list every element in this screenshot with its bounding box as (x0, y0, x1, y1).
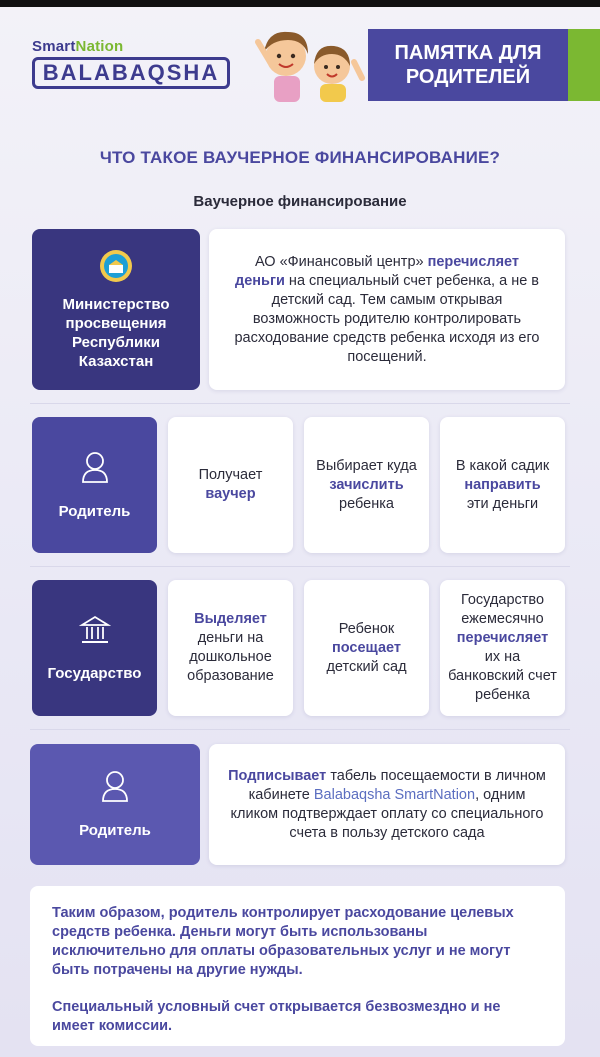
actor-state (32, 580, 157, 716)
government-building-icon (79, 614, 111, 646)
actor-ministry (32, 229, 200, 390)
divider (30, 566, 570, 567)
divider (30, 403, 570, 404)
logo (32, 38, 232, 90)
actor-parent-signs-label: Родитель (79, 822, 151, 839)
logo-smart: Smart (32, 38, 76, 55)
commission-note: Специальный условный счет открывается безвозмездно и не имеет комиссии. (52, 999, 501, 1034)
banner-accent (568, 29, 600, 101)
logo-main: BALABAQSHA (32, 57, 230, 89)
page-title: ЧТО ТАКОЕ ВАУЧЕРНОЕ ФИНАНСИРОВАНИЕ? (99, 148, 501, 167)
kids-illustration (248, 22, 368, 102)
logo-nation: Nation (75, 38, 124, 55)
person-icon (100, 769, 130, 803)
actor-parent-label: Родитель (58, 502, 131, 520)
section-subtitle: Ваучерное финансирование (193, 193, 407, 210)
step-chooses-enrollment: Выбирает куда зачислить ребенка (304, 417, 429, 553)
banner-line1: ПАМЯТКА ДЛЯ (394, 42, 542, 64)
step-monthly-transfer: Государство ежемесячно перечисляет их на банковский счет ребенка (440, 580, 565, 716)
ministry-emblem-icon (99, 249, 133, 283)
ministry-description-card: АО «Финансовый центр» перечисляет деньги на специальный счет ребенка, а не в детский сад. Тем самым открывая возможность родителю контролировать расходование средств ребенка исходя из его посещений. (209, 229, 565, 390)
summary-box (30, 886, 565, 1046)
balabaqsha-link[interactable]: Balabaqsha SmartNation (313, 786, 476, 803)
actor-state-label: Государство (47, 664, 142, 682)
actor-ministry-label: Министерство просвещения Республики Казахстан (62, 295, 170, 370)
actor-parent-signs (30, 744, 200, 865)
step-receives-voucher: Получает ваучер (168, 417, 293, 553)
person-icon (80, 450, 110, 484)
divider (30, 729, 570, 730)
actor-parent (32, 417, 157, 553)
signs-timesheet-card: Подписывает табель посещаемости в личном кабинете Balabaqsha SmartNation, одним кликом подтверждает оплату со специального счета в пользу детского сада (209, 744, 565, 865)
step-allocates-money: Выделяет деньги на дошкольное образование (168, 580, 293, 716)
highlight-transfers-money: перечисляет деньги (235, 253, 520, 289)
parents-memo-banner (368, 29, 568, 101)
step-child-attends: Ребенок посещает детский сад (304, 580, 429, 716)
status-bar (0, 0, 600, 7)
summary-paragraph: Таким образом, родитель контролирует расходование целевых средств ребенка. Деньги могут быть использованы исключительно для оплаты образовательных услуг и не могут быть потрачены на другие нужды. (52, 905, 514, 978)
banner-line2: РОДИТЕЛЕЙ (405, 66, 531, 88)
step-chooses-kindergarten: В какой садик направить эти деньги (440, 417, 565, 553)
